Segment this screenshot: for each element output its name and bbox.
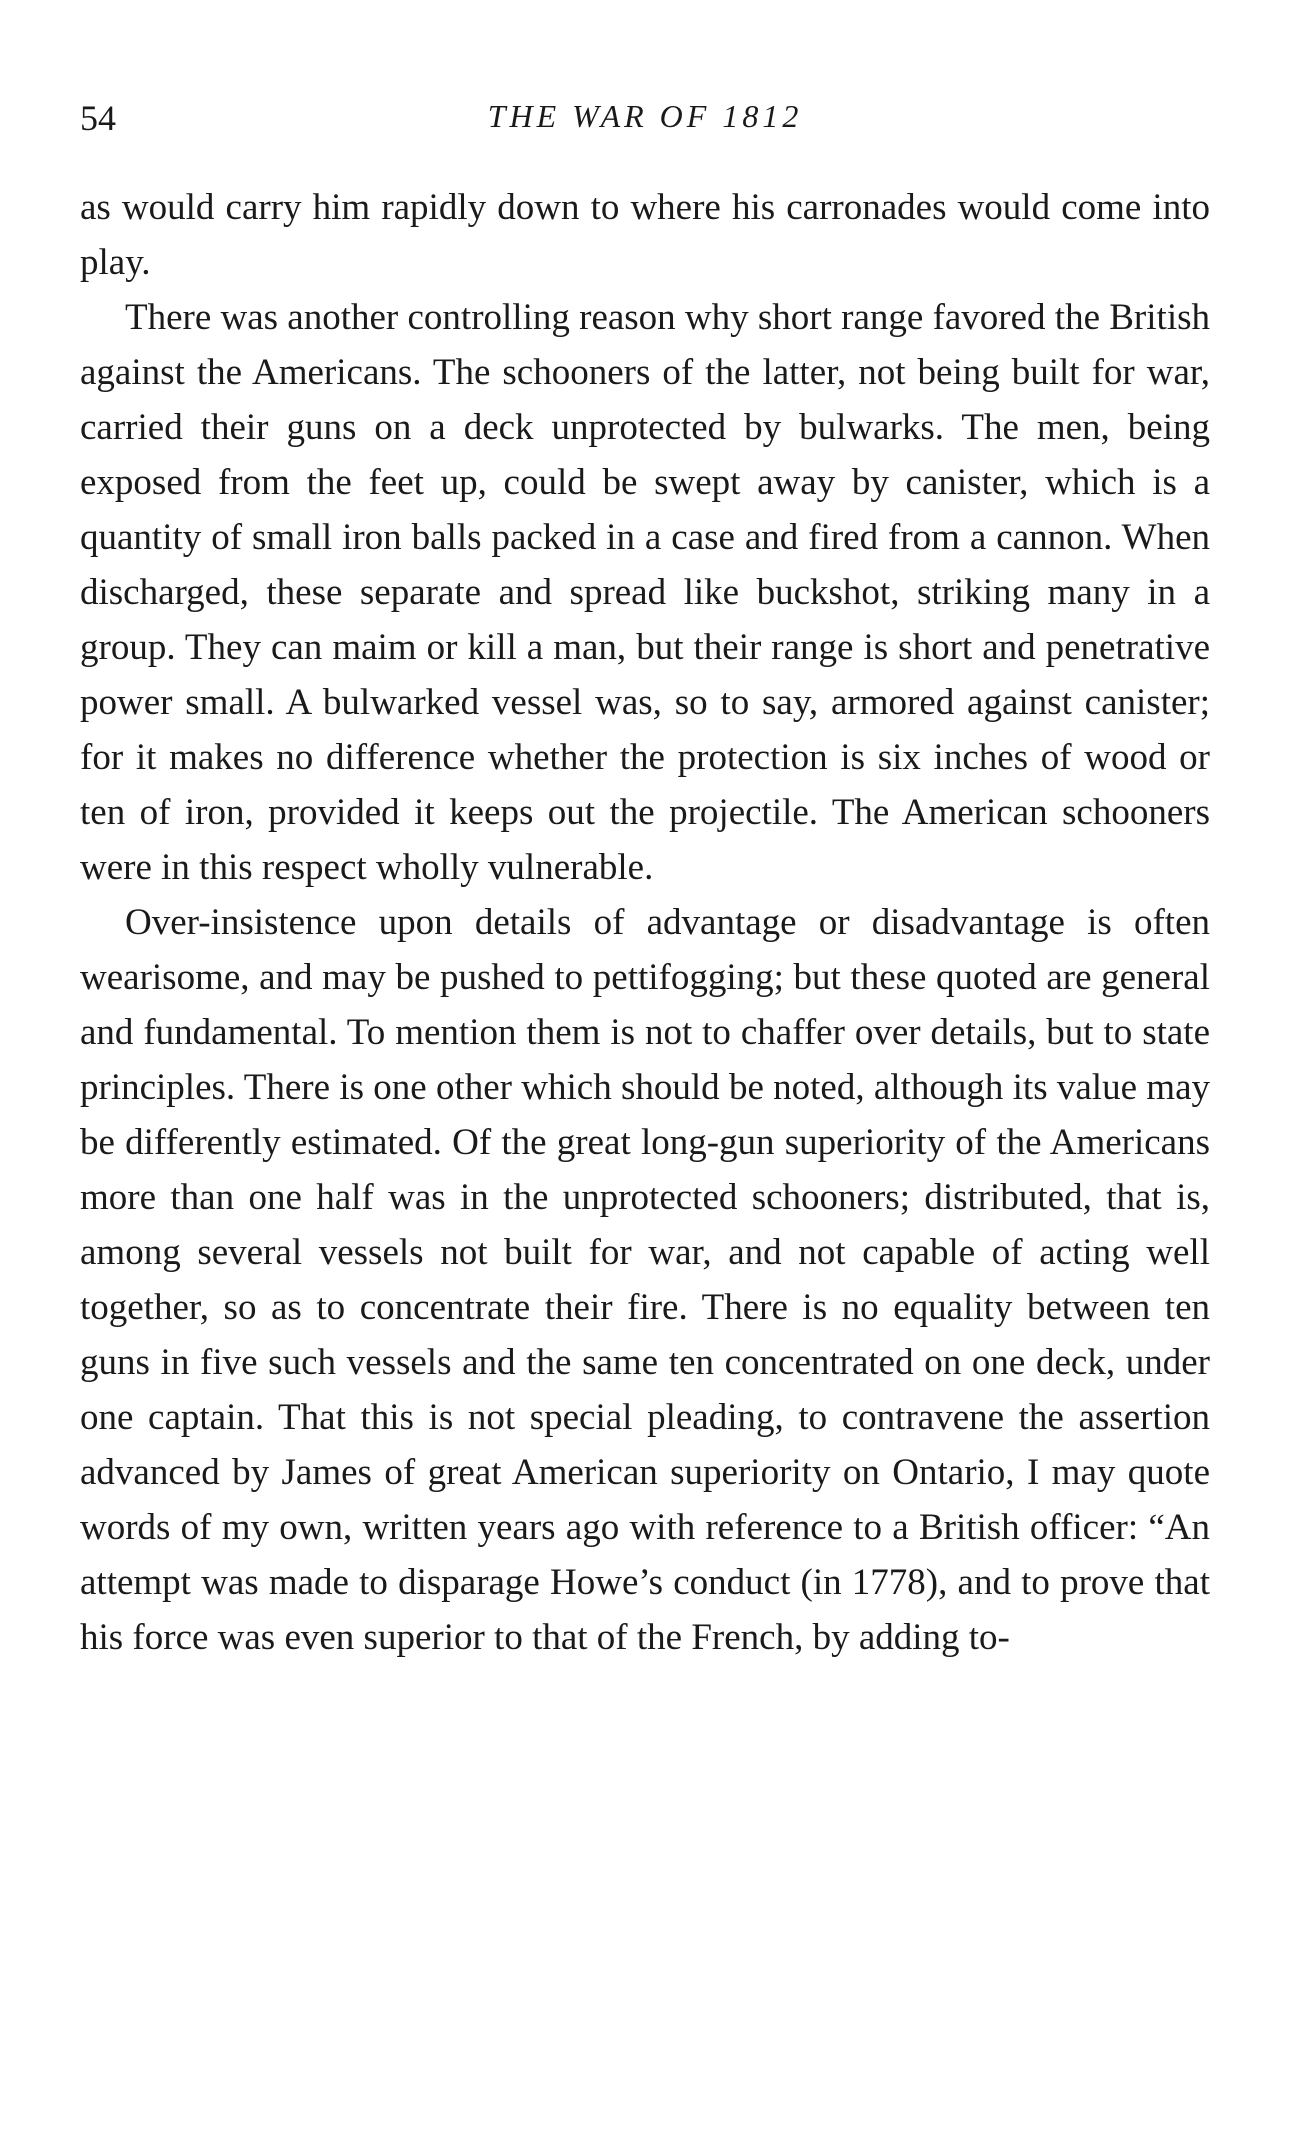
running-title: THE WAR OF 1812 <box>487 98 803 134</box>
body-text <box>80 180 1210 1665</box>
paragraph-over-insistence: Over-insistence upon details of advantage or disadvantage is often wearisome, and may be pushed to pettifogging; but these quoted are general and fundamental. To mention them is not to chaffer over details, but to state principles. There is one other which should be noted, although its value may be differently estimated. Of the great long-gun superiority of the Americans more than one half was in the unprotected schooners; distributed, that is, among several vessels not built for war, and not capable of acting well together, so as to concentrate their fire. There is no equality between ten guns in five such vessels and the same ten concentrated on one deck, under one captain. That this is not special pleading, to contravene the assertion advanced by James of great American superiority on Ontario, I may quote words of my own, written years ago with reference to a British officer: “An attempt was made to disparage Howe’s conduct (in 1778), and to prove that his force was even superior to that of the French, by adding to- <box>80 902 1210 1658</box>
page-header <box>80 100 1210 150</box>
page-number: 54 <box>80 98 116 138</box>
paragraph-continuation: as would carry him rapidly down to where his carronades would come into play. <box>80 187 1210 283</box>
paragraph-short-range: There was another controlling reason why short range favored the British against the Americans. The schooners of the latter, not being built for war, carried their guns on a deck unprotected by bulwarks. The men, being exposed from the feet up, could be swept away by canister, which is a quantity of small iron balls packed in a case and fired from a cannon. When discharged, these separate and spread like buckshot, striking many in a group. They can maim or kill a man, but their range is short and penetrative power small. A bulwarked vessel was, so to say, armored against canister; for it makes no difference whether the protection is six inches of wood or ten of iron, provided it keeps out the projectile. The American schooners were in this respect wholly vulnerable. <box>80 297 1210 888</box>
